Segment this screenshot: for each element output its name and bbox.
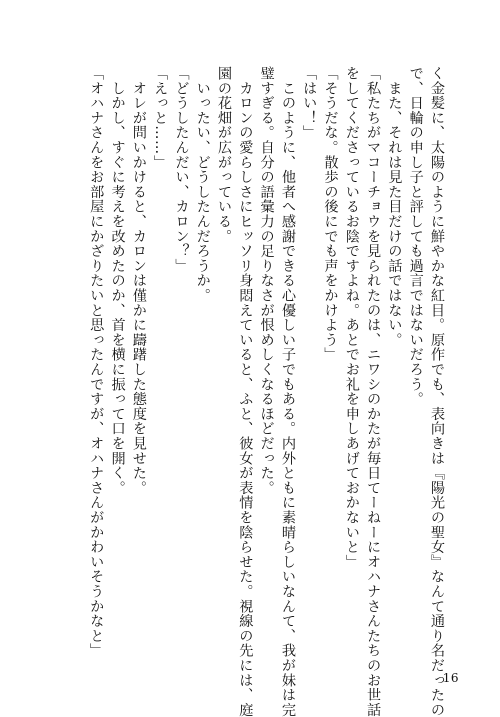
text-line: 「私たちがマコーチョウを見られたのは、ニワシのかたが毎日てーねーにオハナさんたちのお世話 [365,66,382,717]
text-line: 「はい！」 [301,66,318,140]
text-line: 「オハナさんをお部屋にかざりたいと思ったんですが、オハナさんがかわいそうかなと」 [88,66,105,658]
text-line: いったい、どうしたんだろうか。 [194,66,211,303]
page-number: 16 [442,671,459,685]
text-line: しかし、すぐに考えを改めたのか、首を横に振って口を開く。 [109,66,126,496]
text-line: 「どうしたんだい、カロン？」 [173,66,190,274]
text-line: このように、他者へ感謝できる心優しい子でもある。内外ともに素晴らしいなんて、我が妹は完 [279,66,296,717]
text-line: く金髪に、太陽のように鮮やかな紅目。原作でも、表向きは『陽光の聖女』なんて通り名だったの [429,66,445,717]
text-line: また、それは見た目だけの話ではない。 [386,66,403,348]
text-line: カロンの愛らしさにヒッソリ身悶えていると、ふと、彼女が表情を陰らせた。視線の先には、庭 [237,66,254,717]
text-line: 「そうだな。散歩の後にでも声をかけよう」 [322,66,339,362]
text-line: で、日輪の申し子と評しても過言ではないだろう。 [407,66,424,407]
text-line: 璧すぎる。自分の語彙力の足りなさが恨めしくなるほどだった。 [258,66,275,496]
text-line: をしてくださっているお陰ですよね。あとでお礼を申しあげておかないと」 [343,66,360,570]
vertical-text-body [85,66,447,717]
text-line: 「えっと……」 [152,66,169,170]
text-line: 園の花畑が広がっている。 [216,66,233,244]
text-line: オレが問いかけると、カロンは僅かに躊躇した態度を見せた。 [130,66,147,496]
